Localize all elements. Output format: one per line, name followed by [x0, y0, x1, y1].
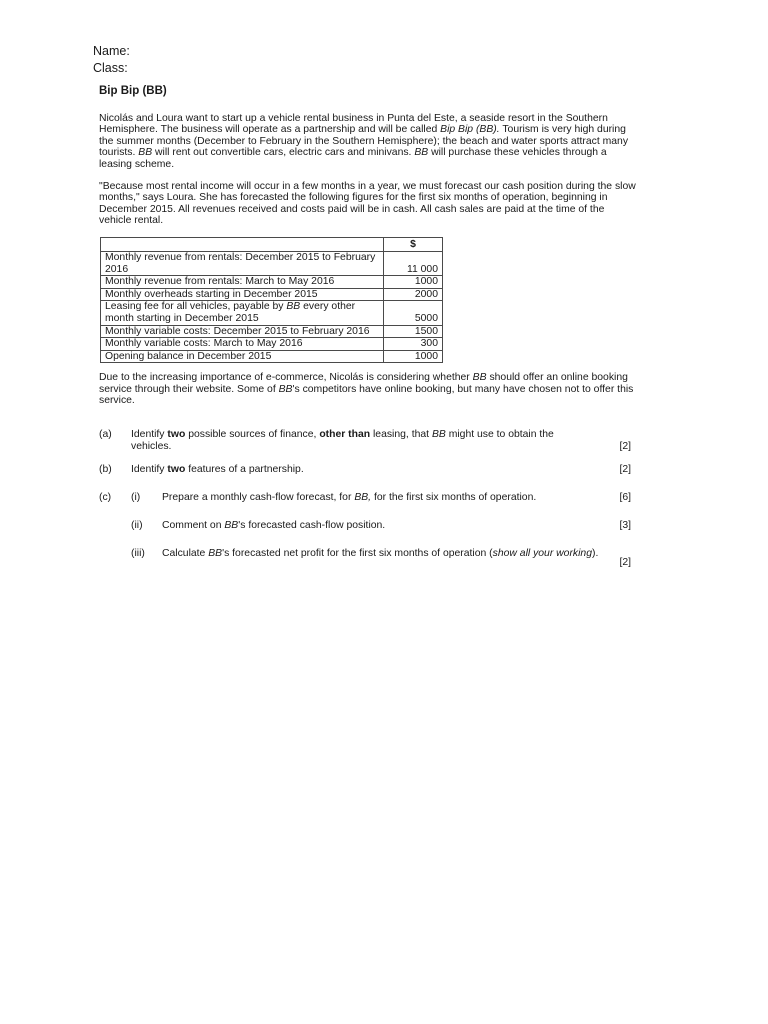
question-marks: [6]	[619, 492, 631, 504]
table-row	[101, 276, 443, 289]
ecommerce-text-3: 's competitors have online booking, but many have chosen not to offer this service.	[99, 383, 634, 407]
table-currency-header: $	[384, 237, 443, 251]
class-label: Class:	[93, 61, 128, 75]
question-c-ii	[99, 520, 639, 544]
forecast-paragraph: "Because most rental income will occur in a few months in a year, we must forecast our cash position during the slow months," says Loura. She has forecasted the following figures for the first six months of operation, beginning in December 2015. All revenues received and costs paid will be in cash. All cash sales are paid at the time of the vehicle rental.	[99, 180, 636, 227]
table-cell-value: 1000	[384, 276, 443, 289]
intro-text-3: will rent out convertible cars, electric cars and minivans.	[155, 147, 412, 159]
question-marks: [2]	[619, 464, 631, 476]
table-row	[101, 338, 443, 351]
table-row	[101, 325, 443, 338]
table-cell-value: 1500	[384, 325, 443, 338]
question-marks: [2]	[619, 557, 631, 569]
table-header-blank	[101, 237, 384, 251]
table-cell-label: Opening balance in December 2015	[101, 350, 384, 363]
intro-paragraph	[99, 113, 639, 171]
table-cell-label: Monthly variable costs: December 2015 to February 2016	[101, 325, 384, 338]
intro-text-2: Tourism is very high during the summer months (December to February in the Southern Hemisphere); the beach and water sports attract many tourists.	[99, 124, 629, 159]
question-a	[99, 429, 639, 456]
ecommerce-bb-2: BB	[278, 383, 293, 395]
student-header	[93, 43, 130, 77]
table-cell-value: 5000	[384, 301, 443, 325]
question-tag: (a)	[99, 429, 112, 441]
question-text: Identify two possible sources of finance, other than leasing, that BB might use to obtain the vehicles.	[131, 429, 554, 452]
ecommerce-bb-1: BB	[472, 372, 487, 384]
intro-bb-1: BB	[138, 147, 153, 159]
table-cell-value: 1000	[384, 350, 443, 363]
leasing-label-bb: BB	[286, 301, 301, 313]
ecommerce-text-2: should offer an online booking service through their website. Some of	[99, 372, 628, 395]
table-header-row	[101, 237, 443, 251]
intro-text-4: will purchase these vehicles through a leasing scheme.	[99, 147, 607, 170]
table-row	[101, 288, 443, 301]
table-cell-value: 300	[384, 338, 443, 351]
questions-section	[99, 429, 639, 572]
ecommerce-paragraph	[99, 372, 639, 407]
question-marks: [2]	[619, 441, 631, 453]
intro-bb-2: BB	[414, 147, 429, 159]
table-row	[101, 301, 443, 325]
question-tag: (b)	[99, 464, 112, 476]
name-label: Name:	[93, 44, 130, 58]
question-tag: (c)	[99, 492, 112, 504]
table-cell-label: Monthly overheads starting in December 2015	[101, 288, 384, 301]
question-subtag: (iii)	[131, 548, 145, 560]
question-text: Calculate BB's forecasted net profit for the first six months of operation (show all your working).	[162, 548, 599, 560]
question-text: Identify two features of a partnership.	[131, 464, 304, 476]
question-subtag: (ii)	[131, 520, 143, 532]
leasing-label-1: Leasing fee for all vehicles, payable by	[105, 301, 284, 313]
table-cell-label: Monthly revenue from rentals: March to May 2016	[101, 276, 384, 289]
question-c-iii	[99, 548, 639, 572]
question-subtag: (i)	[131, 492, 141, 504]
case-title: Bip Bip (BB)	[99, 85, 167, 97]
intro-text-1: Nicolás and Loura want to start up a vehicle rental business in Punta del Este, a seaside resort in the Southern Hemisphere. The business will operate as a partnership and will be called	[99, 112, 608, 136]
question-marks: [3]	[619, 520, 631, 532]
exam-document	[99, 86, 639, 575]
ecommerce-text-1: Due to the increasing importance of e-commerce, Nicolás is considering whether	[99, 372, 470, 384]
table-cell-label: Monthly variable costs: March to May 2016	[101, 338, 384, 351]
question-text: Prepare a monthly cash-flow forecast, for BB, for the first six months of operation.	[162, 492, 537, 504]
question-c-i	[99, 492, 639, 516]
table-cell-label: Monthly revenue from rentals: December 2015 to February 2016	[101, 251, 384, 275]
intro-business-name: Bip Bip (BB).	[440, 124, 500, 136]
leasing-label-2: every other month starting in December 2015	[105, 301, 356, 324]
forecast-table	[100, 237, 443, 363]
table-row	[101, 251, 443, 275]
table-row	[101, 350, 443, 363]
question-text: Comment on BB's forecasted cash-flow position.	[162, 520, 386, 532]
table-cell-label	[101, 301, 384, 325]
question-b	[99, 464, 639, 488]
table-cell-value: 2000	[384, 288, 443, 301]
table-cell-value: 11 000	[384, 251, 443, 275]
